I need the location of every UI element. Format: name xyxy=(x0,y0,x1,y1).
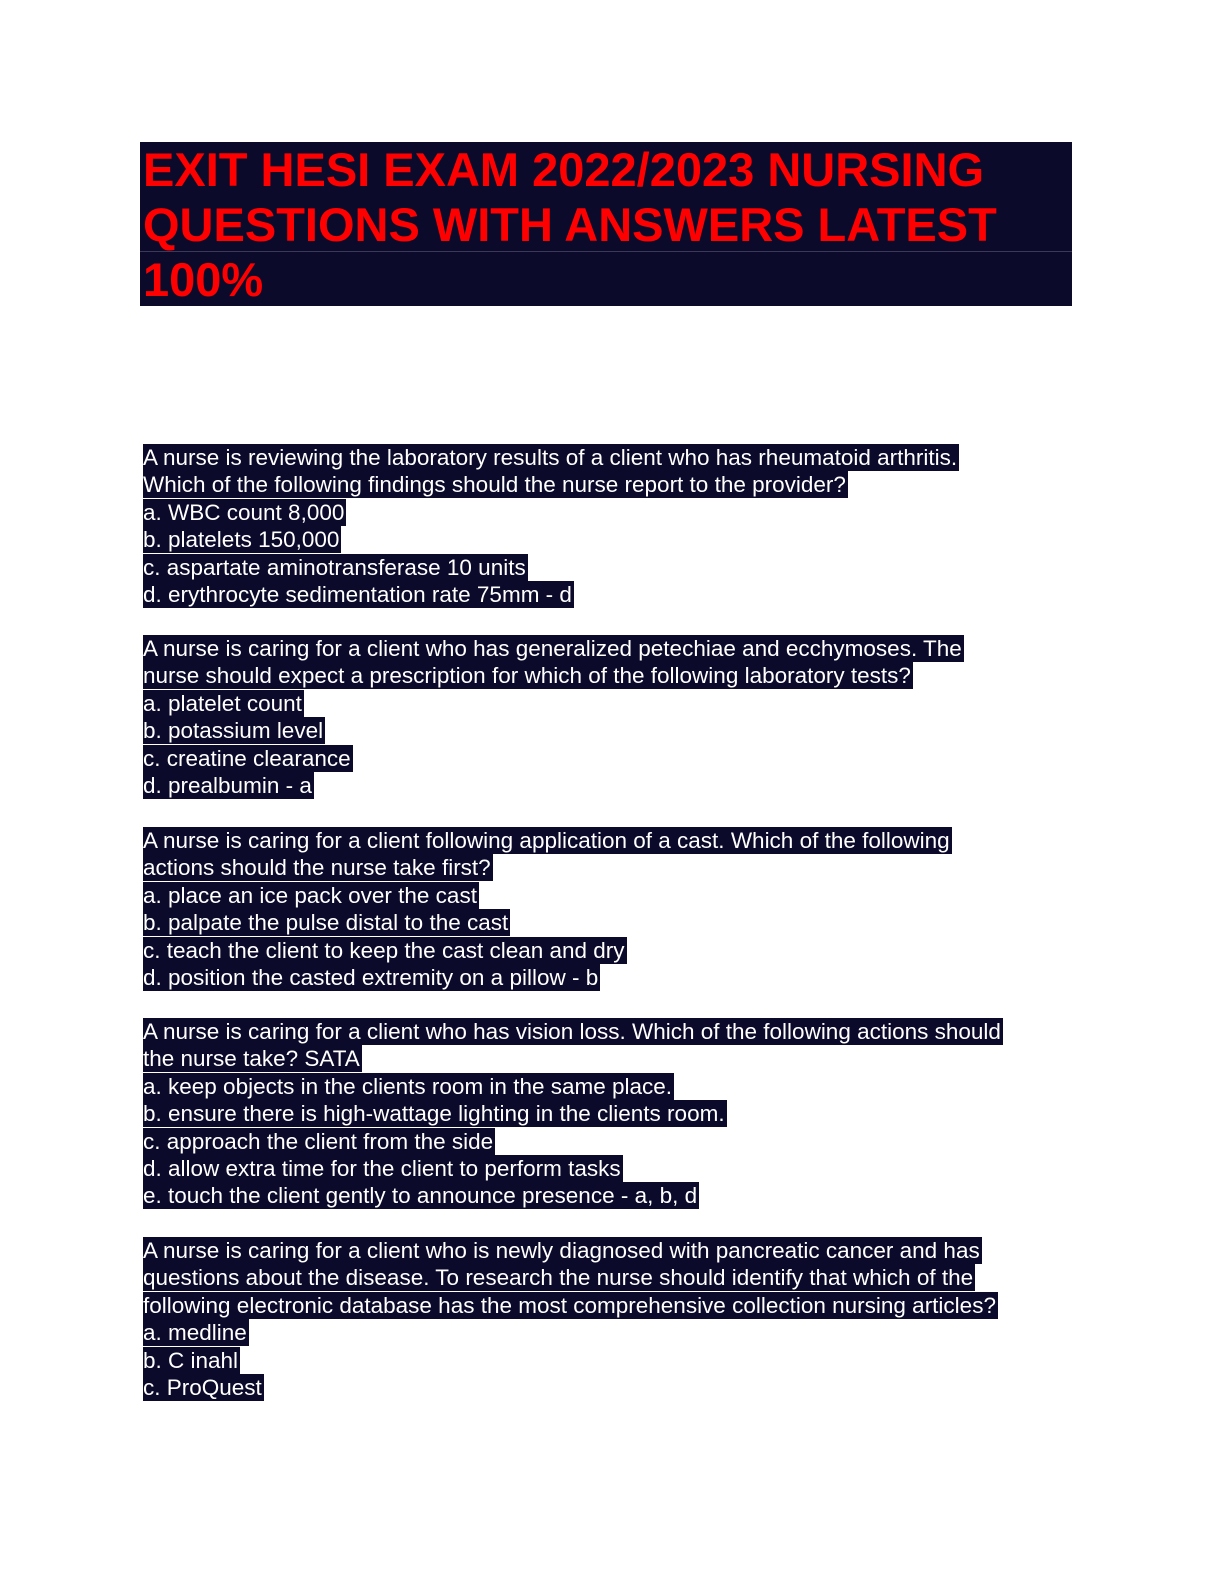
answer-option: d. position the casted extremity on a pillow - b xyxy=(143,965,599,990)
question-text-line: A nurse is caring for a client who is newly diagnosed with pancreatic cancer and has xyxy=(143,1238,980,1263)
answer-option: c. approach the client from the side xyxy=(143,1128,494,1154)
answer-option: b. platelets 150,000 xyxy=(143,527,340,553)
answer-option: b. C inahl xyxy=(143,1347,239,1373)
question-text-line: actions should the nurse take first? xyxy=(143,855,491,881)
question-text-line: A nurse is caring for a client following application of a cast. Which of the following xyxy=(143,828,950,853)
question-text-line: nurse should expect a prescription for which of the following laboratory tests? xyxy=(143,663,911,689)
answer-option: c. teach the client to keep the cast clean and dry xyxy=(143,937,625,963)
question-text-line: A nurse is reviewing the laboratory results of a client who has rheumatoid arthritis. xyxy=(143,445,958,470)
answer-option: a. medline xyxy=(143,1320,247,1346)
answer-option: c. aspartate aminotransferase 10 units xyxy=(143,554,526,580)
answer-option: a. WBC count 8,000 xyxy=(143,499,345,525)
answer-option: d. prealbumin - a xyxy=(143,773,312,798)
answer-option: a. keep objects in the clients room in the same place. xyxy=(143,1073,673,1099)
title-line: EXIT HESI EXAM 2022/2023 NURSING xyxy=(143,143,985,196)
answer-option: c. ProQuest xyxy=(143,1375,262,1400)
answer-option: b. ensure there is high-wattage lighting in the clients room. xyxy=(143,1101,725,1127)
answer-option: a. place an ice pack over the cast xyxy=(143,882,477,908)
question-text-line: questions about the disease. To research the nurse should identify that which of the xyxy=(143,1265,974,1291)
document-title xyxy=(140,142,1072,306)
question-text-line: following electronic database has the most comprehensive collection nursing articles? xyxy=(143,1292,996,1318)
question-text-line: A nurse is caring for a client who has vision loss. Which of the following actions should xyxy=(143,1019,1001,1044)
question-text-line: the nurse take? SATA xyxy=(143,1046,360,1072)
answer-option: e. touch the client gently to announce presence - a, b, d xyxy=(143,1183,698,1209)
title-line: 100% xyxy=(143,253,264,306)
answer-option: d. allow extra time for the client to perform tasks xyxy=(143,1156,621,1181)
title-divider xyxy=(140,251,1072,252)
answer-option: b. potassium level xyxy=(143,718,324,744)
answer-option: c. creatine clearance xyxy=(143,745,351,771)
answer-option: a. platelet count xyxy=(143,690,302,716)
answer-option: b. palpate the pulse distal to the cast xyxy=(143,910,509,936)
answer-option: d. erythrocyte sedimentation rate 75mm - d xyxy=(143,582,572,607)
title-line: QUESTIONS WITH ANSWERS LATEST xyxy=(143,198,997,251)
question-text-line: Which of the following findings should the nurse report to the provider? xyxy=(143,472,846,498)
question-text-line: A nurse is caring for a client who has generalized petechiae and ecchymoses. The xyxy=(143,636,962,661)
